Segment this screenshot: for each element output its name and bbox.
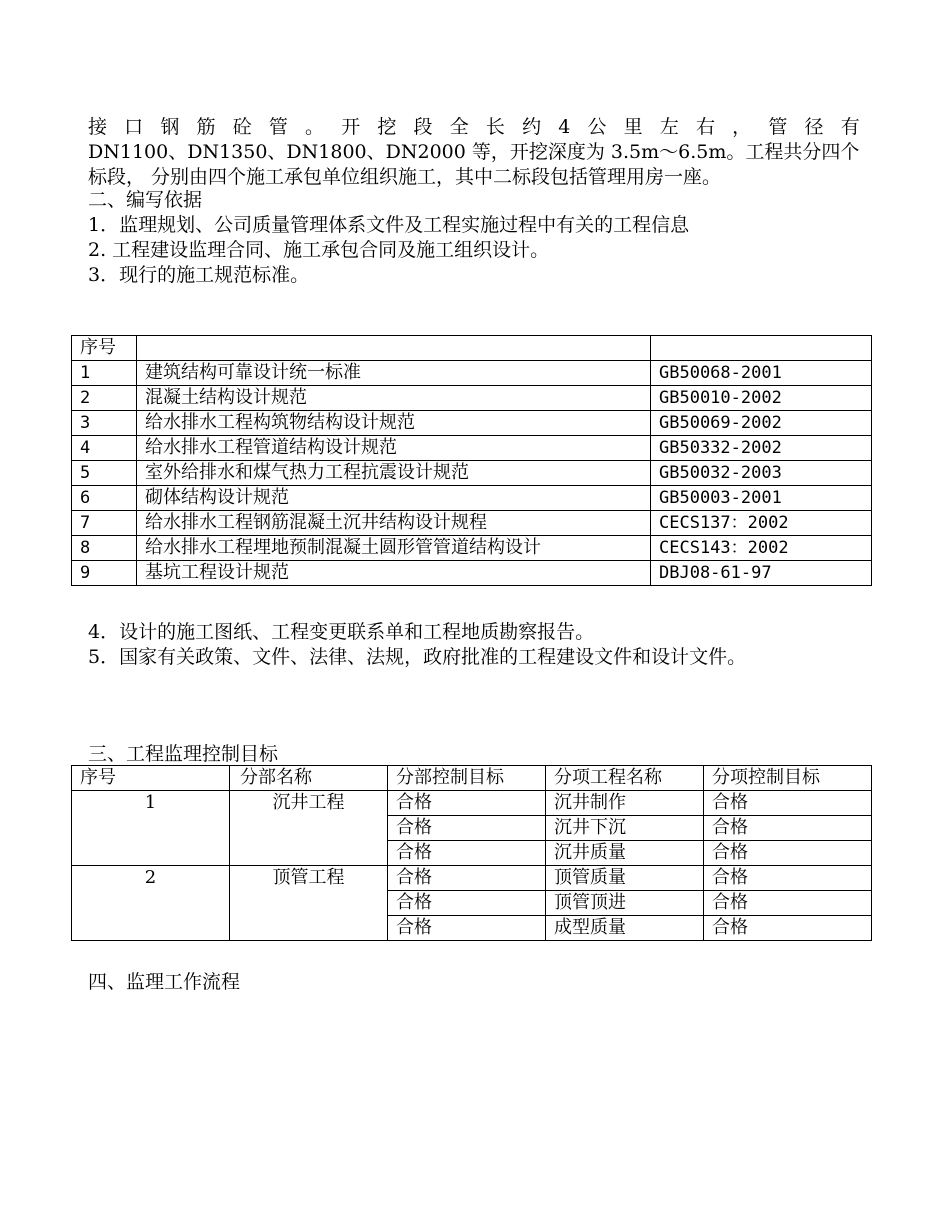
- cell-no: 9: [72, 561, 137, 586]
- table-row: [72, 461, 872, 486]
- header-cell: 序号: [72, 766, 230, 791]
- cell-no: 8: [72, 536, 137, 561]
- cell-name: 给水排水工程埋地预制混凝土圆形管管道结构设计: [137, 536, 651, 561]
- table-row: [72, 536, 872, 561]
- cell-group-name: 沉井工程: [230, 791, 388, 866]
- intro-char: 管: [768, 116, 788, 138]
- cell-name: 给水排水工程钢筋混凝土沉井结构设计规程: [137, 511, 651, 536]
- cell-item-target: 合格: [704, 841, 872, 866]
- cell-item-name: 沉井质量: [546, 841, 704, 866]
- table-header-row: [72, 766, 872, 791]
- basis-item-1: 1．监理规划、公司质量管理体系文件及工程实施过程中有关的工程信息: [88, 214, 690, 236]
- table-header-row: [72, 336, 872, 361]
- cell-item-name: 顶管顶进: [546, 891, 704, 916]
- header-cell-code: [651, 336, 872, 361]
- cell-code: GB50069-2002: [651, 411, 872, 436]
- cell-code: CECS137：2002: [651, 511, 872, 536]
- cell-no: 5: [72, 461, 137, 486]
- intro-char: ，: [732, 116, 752, 138]
- header-cell: 分部名称: [230, 766, 388, 791]
- intro-line-3: 标段， 分别由四个施工承包单位组织施工，其中二标段包括管理用房一座。: [88, 166, 722, 188]
- standards-table: [71, 335, 872, 586]
- cell-code: GB50332-2002: [651, 436, 872, 461]
- table-row: [72, 411, 872, 436]
- cell-name: 给水排水工程构筑物结构设计规范: [137, 411, 651, 436]
- cell-code: GB50003-2001: [651, 486, 872, 511]
- cell-code: GB50068-2001: [651, 361, 872, 386]
- intro-paragraph: [88, 115, 860, 190]
- table-row: [72, 361, 872, 386]
- intro-char: 里: [623, 116, 643, 138]
- cell-group-no: 2: [72, 866, 230, 941]
- intro-char: 长: [485, 116, 505, 138]
- intro-char: 。: [305, 116, 325, 138]
- cell-item-name: 沉井制作: [546, 791, 704, 816]
- table-row: [72, 791, 872, 816]
- table-row: [72, 511, 872, 536]
- cell-no: 4: [72, 436, 137, 461]
- cell-item-name: 顶管质量: [546, 866, 704, 891]
- basis-item-2: 2. 工程建设监理合同、施工承包合同及施工组织设计。: [88, 239, 550, 261]
- intro-char: 段: [413, 116, 433, 138]
- cell-name: 基坑工程设计规范: [137, 561, 651, 586]
- cell-name: 混凝土结构设计规范: [137, 386, 651, 411]
- cell-code: CECS143：2002: [651, 536, 872, 561]
- cell-no: 6: [72, 486, 137, 511]
- intro-char: 开: [341, 116, 361, 138]
- intro-line-2: DN1100、DN1350、DN1800、DN2000 等，开挖深度为 3.5m～6.5m。工程共分四个: [88, 141, 860, 163]
- cell-item-target: 合格: [704, 866, 872, 891]
- cell-part-target: 合格: [388, 916, 546, 941]
- intro-char: 右: [696, 116, 716, 138]
- intro-char: 4: [558, 116, 571, 138]
- intro-char: 全: [449, 116, 469, 138]
- header-cell: 分部控制目标: [388, 766, 546, 791]
- section-3-heading: 三、工程监理控制目标: [88, 743, 279, 765]
- cell-name: 砌体结构设计规范: [137, 486, 651, 511]
- table-row: [72, 436, 872, 461]
- cell-code: GB50032-2003: [651, 461, 872, 486]
- cell-part-target: 合格: [388, 866, 546, 891]
- cell-item-target: 合格: [704, 916, 872, 941]
- cell-part-target: 合格: [388, 841, 546, 866]
- cell-name: 建筑结构可靠设计统一标准: [137, 361, 651, 386]
- cell-item-name: 成型质量: [546, 916, 704, 941]
- cell-part-target: 合格: [388, 816, 546, 841]
- cell-part-target: 合格: [388, 891, 546, 916]
- control-targets-table: [71, 765, 872, 941]
- table-row: [72, 866, 872, 891]
- table-row: [72, 561, 872, 586]
- cell-no: 2: [72, 386, 137, 411]
- intro-char: 径: [804, 116, 824, 138]
- header-cell-name: [137, 336, 651, 361]
- section-4-heading: 四、监理工作流程: [88, 971, 241, 993]
- intro-char: 约: [522, 116, 542, 138]
- intro-char: 左: [659, 116, 679, 138]
- intro-char: 钢: [160, 116, 180, 138]
- cell-no: 1: [72, 361, 137, 386]
- intro-char: 筋: [196, 116, 216, 138]
- table-row: [72, 486, 872, 511]
- basis-item-4: 4．设计的施工图纸、工程变更联系单和工程地质勘察报告。: [88, 621, 595, 643]
- table-row: [72, 386, 872, 411]
- intro-line-1: [88, 115, 860, 140]
- cell-item-target: 合格: [704, 816, 872, 841]
- header-cell: 分项工程名称: [546, 766, 704, 791]
- cell-part-target: 合格: [388, 791, 546, 816]
- cell-name: 给水排水工程管道结构设计规范: [137, 436, 651, 461]
- cell-code: DBJ08-61-97: [651, 561, 872, 586]
- cell-code: GB50010-2002: [651, 386, 872, 411]
- intro-char: 挖: [377, 116, 397, 138]
- cell-group-no: 1: [72, 791, 230, 866]
- cell-item-target: 合格: [704, 791, 872, 816]
- intro-char: 公: [587, 116, 607, 138]
- basis-item-5: 5．国家有关政策、文件、法律、法规，政府批准的工程建设文件和设计文件。: [88, 646, 747, 668]
- cell-group-name: 顶管工程: [230, 866, 388, 941]
- intro-char: 口: [124, 116, 144, 138]
- cell-no: 3: [72, 411, 137, 436]
- cell-item-target: 合格: [704, 891, 872, 916]
- cell-no: 7: [72, 511, 137, 536]
- intro-char: 管: [268, 116, 288, 138]
- intro-char: 有: [840, 116, 860, 138]
- intro-char: 接: [88, 116, 108, 138]
- header-cell: 分项控制目标: [704, 766, 872, 791]
- basis-item-3: 3．现行的施工规范标准。: [88, 264, 310, 286]
- cell-item-name: 沉井下沉: [546, 816, 704, 841]
- cell-name: 室外给排水和煤气热力工程抗震设计规范: [137, 461, 651, 486]
- section-2-heading: 二、编写依据: [88, 189, 203, 211]
- header-cell-no: 序号: [72, 336, 137, 361]
- intro-char: 砼: [232, 116, 252, 138]
